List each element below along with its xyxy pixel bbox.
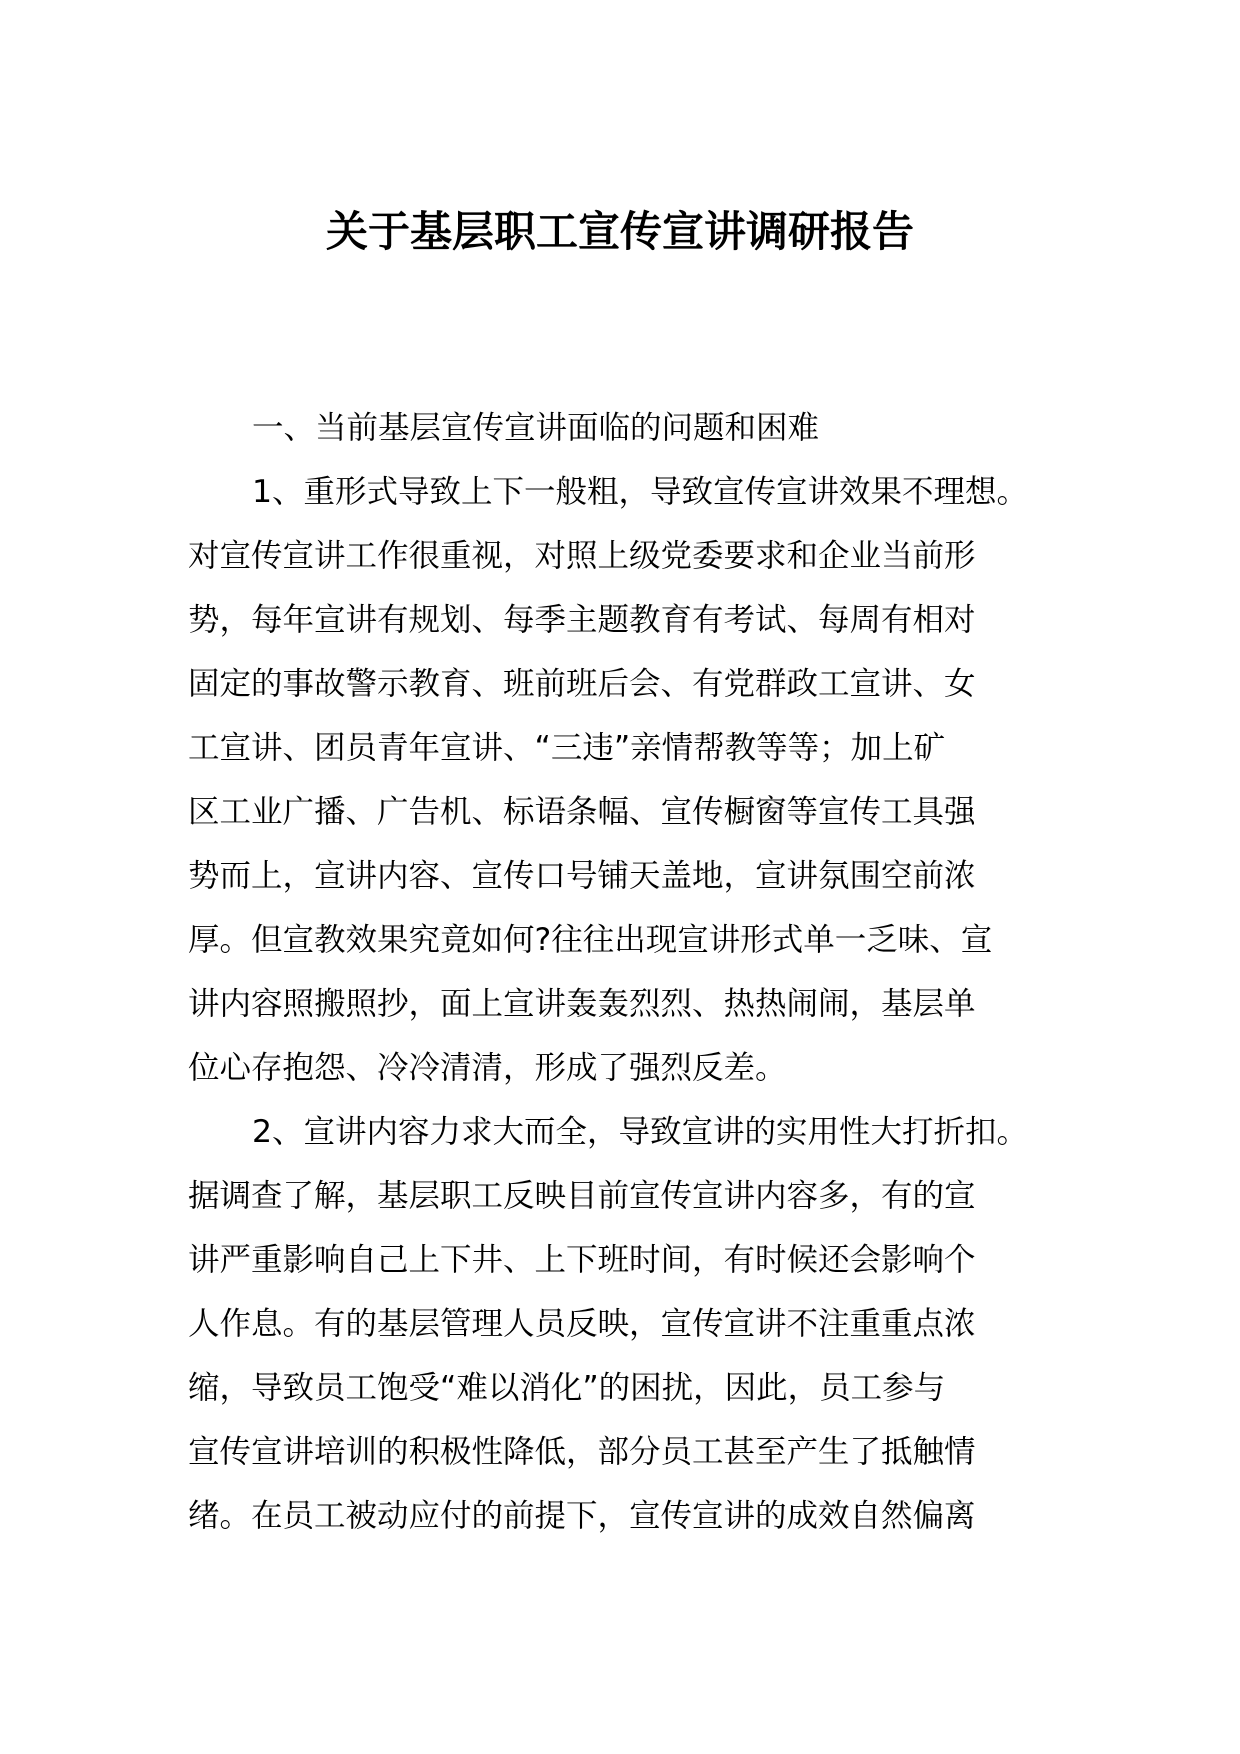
- paragraph-line: 固定的事故警示教育、班前班后会、有党群政工宣讲、女: [188, 666, 976, 702]
- paragraph-line: 讲内容照搬照抄，面上宣讲轰轰烈烈、热热闹闹，基层单: [188, 986, 976, 1022]
- paragraph-line: 势，每年宣讲有规划、每季主题教育有考试、每周有相对: [188, 602, 976, 638]
- paragraph-line: 2、宣讲内容力求大而全，导致宣讲的实用性大打折扣。: [252, 1114, 1029, 1150]
- paragraph-line: 对宣传宣讲工作很重视，对照上级党委要求和企业当前形: [188, 538, 976, 574]
- paragraph-line: 位心存抱怨、冷冷清清，形成了强烈反差。: [188, 1050, 787, 1086]
- paragraph-line: 讲严重影响自己上下井、上下班时间，有时候还会影响个: [188, 1242, 976, 1278]
- paragraph-line: 缩，导致员工饱受“难以消化”的困扰，因此，员工参与: [188, 1370, 946, 1406]
- document-body: [188, 396, 1056, 1548]
- document-title: 关于基层职工宣传宣讲调研报告: [325, 207, 914, 256]
- paragraph-line: 区工业广播、广告机、标语条幅、宣传橱窗等宣传工具强: [188, 794, 976, 830]
- paragraph-line: 宣传宣讲培训的积极性降低，部分员工甚至产生了抵触情: [188, 1434, 976, 1470]
- paragraph-line: 工宣讲、团员青年宣讲、“三违”亲情帮教等等；加上矿: [188, 730, 946, 766]
- paragraph-line: 据调查了解，基层职工反映目前宣传宣讲内容多，有的宣: [188, 1178, 976, 1214]
- paragraph-line: 人作息。有的基层管理人员反映，宣传宣讲不注重重点浓: [188, 1306, 976, 1342]
- paragraph-line: 势而上，宣讲内容、宣传口号铺天盖地，宣讲氛围空前浓: [188, 858, 976, 894]
- paragraph-line: 1、重形式导致上下一般粗，导致宣传宣讲效果不理想。: [252, 474, 1029, 510]
- paragraph-line: 绪。在员工被动应付的前提下，宣传宣讲的成效自然偏离: [188, 1498, 976, 1534]
- paragraph-line: 厚。但宣教效果究竟如何?往往出现宣讲形式单一乏味、宣: [188, 922, 993, 958]
- section-heading: 一、当前基层宣传宣讲面临的问题和困难: [252, 410, 820, 446]
